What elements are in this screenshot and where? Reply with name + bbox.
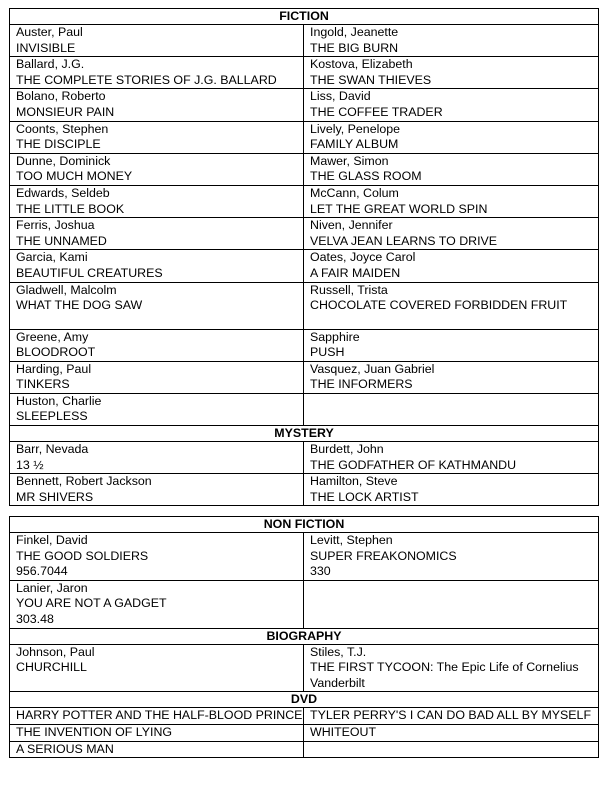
book-title: THE BIG BURN bbox=[310, 40, 399, 55]
book-author: Johnson, Paul bbox=[16, 644, 95, 659]
section-heading-fiction: FICTION bbox=[10, 9, 599, 25]
book-author: Russell, Trista bbox=[310, 282, 388, 297]
book-author: Gladwell, Malcolm bbox=[16, 282, 117, 297]
book-entry bbox=[304, 121, 599, 153]
book-title: THE LITTLE BOOK bbox=[16, 201, 125, 216]
call-number: 303.48 bbox=[16, 611, 54, 626]
table-row bbox=[10, 708, 599, 725]
table-row bbox=[10, 282, 599, 329]
table-row bbox=[10, 185, 599, 217]
book-entry bbox=[10, 580, 304, 628]
book-entry bbox=[304, 644, 599, 692]
section-heading-dvd: DVD bbox=[10, 692, 599, 708]
book-entry bbox=[10, 644, 304, 692]
book-author: Vasquez, Juan Gabriel bbox=[310, 361, 435, 376]
table-row bbox=[10, 533, 599, 581]
book-author: Bennett, Robert Jackson bbox=[16, 474, 152, 489]
dvd-title: TYLER PERRY'S I CAN DO BAD ALL BY MYSELF bbox=[304, 708, 599, 725]
book-author: Oates, Joyce Carol bbox=[310, 250, 416, 265]
book-author: Ballard, J.G. bbox=[16, 57, 85, 72]
table-row bbox=[10, 474, 599, 506]
book-author: Garcia, Kami bbox=[16, 250, 88, 265]
book-entry bbox=[304, 153, 599, 185]
dvd-title: HARRY POTTER AND THE HALF-BLOOD PRINCE bbox=[10, 708, 304, 725]
book-author: McCann, Colum bbox=[310, 185, 399, 200]
book-entry bbox=[10, 329, 304, 361]
book-author: Dunne, Dominick bbox=[16, 153, 111, 168]
book-title: PUSH bbox=[310, 345, 345, 360]
book-author: Finkel, David bbox=[16, 533, 88, 547]
table-row bbox=[10, 393, 599, 425]
book-title: MR SHIVERS bbox=[16, 489, 94, 504]
book-author: Stiles, T.J. bbox=[310, 644, 367, 659]
dvd-title-empty bbox=[304, 741, 599, 758]
book-entry bbox=[10, 474, 304, 506]
book-entry bbox=[304, 25, 599, 57]
book-title: FAMILY ALBUM bbox=[310, 137, 399, 152]
book-entry bbox=[304, 282, 599, 329]
book-title: 13 ½ bbox=[16, 457, 44, 472]
book-title: THE COFFEE TRADER bbox=[310, 104, 443, 119]
table-row bbox=[10, 25, 599, 57]
book-entry bbox=[10, 250, 304, 282]
book-author: Kostova, Elizabeth bbox=[310, 57, 413, 72]
book-title: SLEEPLESS bbox=[16, 409, 88, 424]
book-entry bbox=[304, 89, 599, 121]
table-row bbox=[10, 580, 599, 628]
book-title: THE INFORMERS bbox=[310, 377, 413, 392]
dvd-title: THE INVENTION OF LYING bbox=[10, 724, 304, 741]
table-row bbox=[10, 724, 599, 741]
nonfiction-biography-dvd-table bbox=[9, 516, 599, 758]
book-entry bbox=[304, 57, 599, 89]
book-entry bbox=[304, 329, 599, 361]
dvd-title: A SERIOUS MAN bbox=[10, 741, 304, 758]
table-row bbox=[10, 329, 599, 361]
book-entry bbox=[10, 89, 304, 121]
book-title: THE LOCK ARTIST bbox=[310, 489, 419, 504]
book-title: THE COMPLETE STORIES OF J.G. BALLARD bbox=[16, 72, 277, 87]
book-entry-empty bbox=[304, 393, 599, 425]
book-author: Barr, Nevada bbox=[16, 442, 89, 457]
table-row bbox=[10, 121, 599, 153]
book-author: Ingold, Jeanette bbox=[310, 25, 399, 39]
table-row bbox=[10, 442, 599, 474]
book-title: TOO MUCH MONEY bbox=[16, 169, 133, 184]
book-entry bbox=[10, 282, 304, 329]
book-entry bbox=[304, 185, 599, 217]
book-title: CHOCOLATE COVERED FORBIDDEN FRUIT bbox=[310, 298, 568, 313]
book-author: Niven, Jennifer bbox=[310, 218, 393, 233]
book-title: THE DISCIPLE bbox=[16, 137, 101, 152]
book-entry-empty bbox=[304, 580, 599, 628]
book-entry bbox=[10, 57, 304, 89]
book-author: Harding, Paul bbox=[16, 361, 92, 376]
book-title: WHAT THE DOG SAW bbox=[16, 298, 143, 313]
book-title: THE SWAN THIEVES bbox=[310, 72, 432, 87]
section-heading-biography: BIOGRAPHY bbox=[10, 628, 599, 644]
book-author: Greene, Amy bbox=[16, 329, 89, 344]
book-author: Liss, David bbox=[310, 89, 371, 104]
table-row bbox=[10, 741, 599, 758]
book-entry bbox=[304, 442, 599, 474]
book-title: THE GODFATHER OF KATHMANDU bbox=[310, 457, 517, 472]
book-entry bbox=[10, 121, 304, 153]
book-entry bbox=[304, 361, 599, 393]
book-entry bbox=[10, 25, 304, 57]
book-title: A FAIR MAIDEN bbox=[310, 265, 401, 280]
book-title: THE GLASS ROOM bbox=[310, 169, 422, 184]
book-entry bbox=[10, 393, 304, 425]
table-row bbox=[10, 218, 599, 250]
book-author: Burdett, John bbox=[310, 442, 384, 457]
book-entry bbox=[10, 153, 304, 185]
book-author: Coonts, Stephen bbox=[16, 121, 109, 136]
book-author: Edwards, Seldeb bbox=[16, 185, 110, 200]
book-title: THE GOOD SOLDIERS bbox=[16, 548, 149, 563]
book-author: Auster, Paul bbox=[16, 25, 83, 39]
book-title: LET THE GREAT WORLD SPIN bbox=[310, 201, 488, 216]
book-author: Mawer, Simon bbox=[310, 153, 389, 168]
table-row bbox=[10, 89, 599, 121]
book-entry bbox=[10, 185, 304, 217]
book-title: TINKERS bbox=[16, 377, 70, 392]
book-entry bbox=[304, 218, 599, 250]
call-number: 956.7044 bbox=[16, 564, 68, 579]
book-title: VELVA JEAN LEARNS TO DRIVE bbox=[310, 233, 498, 248]
book-author: Levitt, Stephen bbox=[310, 533, 393, 547]
book-entry bbox=[10, 361, 304, 393]
book-entry bbox=[10, 533, 304, 581]
section-heading-mystery: MYSTERY bbox=[10, 426, 599, 442]
book-author: Ferris, Joshua bbox=[16, 218, 95, 233]
table-row bbox=[10, 644, 599, 692]
book-entry bbox=[10, 442, 304, 474]
book-author: Hamilton, Steve bbox=[310, 474, 398, 489]
call-number: 330 bbox=[310, 564, 331, 579]
book-entry bbox=[304, 250, 599, 282]
book-entry bbox=[304, 474, 599, 506]
book-author: Lanier, Jaron bbox=[16, 580, 88, 595]
book-entry bbox=[304, 533, 599, 581]
book-title: MONSIEUR PAIN bbox=[16, 104, 115, 119]
book-title: BEAUTIFUL CREATURES bbox=[16, 265, 163, 280]
book-entry bbox=[10, 218, 304, 250]
table-row bbox=[10, 57, 599, 89]
book-title: YOU ARE NOT A GADGET bbox=[16, 596, 167, 611]
dvd-title: WHITEOUT bbox=[304, 724, 599, 741]
book-author: Bolano, Roberto bbox=[16, 89, 106, 104]
book-author: Lively, Penelope bbox=[310, 121, 401, 136]
section-heading-nonfiction: NON FICTION bbox=[10, 517, 599, 533]
table-row bbox=[10, 361, 599, 393]
book-title: INVISIBLE bbox=[16, 40, 76, 55]
book-title: THE UNNAMED bbox=[16, 233, 107, 248]
book-author: Huston, Charlie bbox=[16, 393, 102, 408]
table-row bbox=[10, 153, 599, 185]
book-title: CHURCHILL bbox=[16, 660, 87, 675]
book-author: Sapphire bbox=[310, 329, 360, 344]
book-title: SUPER FREAKONOMICS bbox=[310, 548, 457, 563]
book-title: BLOODROOT bbox=[16, 345, 96, 360]
table-row bbox=[10, 250, 599, 282]
fiction-mystery-table bbox=[9, 8, 599, 506]
book-title: THE FIRST TYCOON: The Epic Life of Cornelius Vanderbilt bbox=[310, 660, 579, 690]
